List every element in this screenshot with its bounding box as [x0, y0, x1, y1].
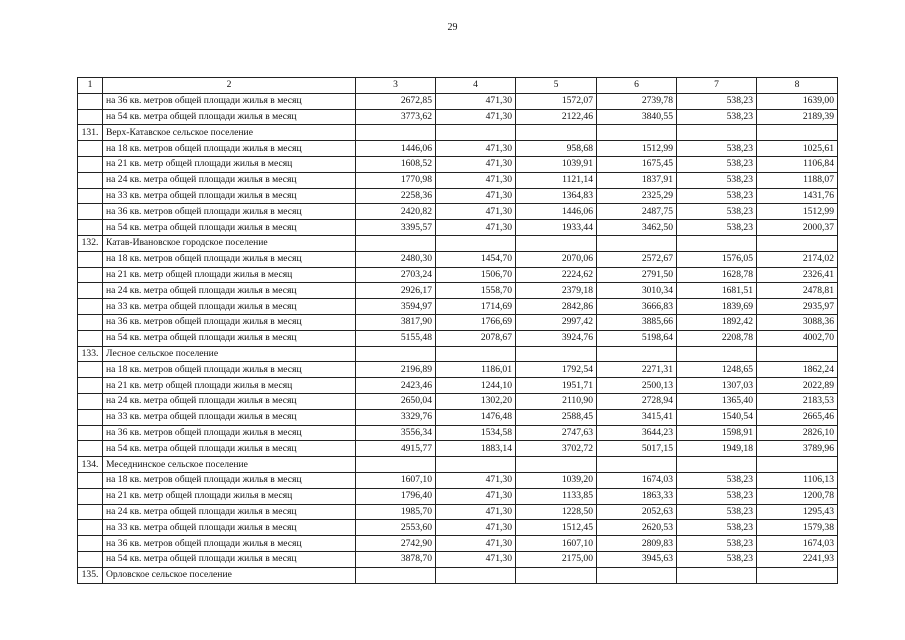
row-label: на 18 кв. метров общей площади жилья в месяц [103, 362, 356, 378]
value-cell [677, 125, 757, 141]
value-cell: 1039,91 [516, 156, 597, 172]
value-cell: 471,30 [436, 156, 516, 172]
row-number [78, 520, 103, 536]
value-cell [757, 125, 838, 141]
value-cell: 1446,06 [356, 141, 436, 157]
value-cell: 2650,04 [356, 393, 436, 409]
value-cell [436, 457, 516, 473]
value-cell: 1512,45 [516, 520, 597, 536]
row-number [78, 172, 103, 188]
row-label: на 21 кв. метр общей площади жилья в месяц [103, 267, 356, 283]
value-cell: 538,23 [677, 93, 757, 109]
value-cell: 3666,83 [597, 299, 677, 315]
table-row [78, 93, 838, 109]
value-cell: 2052,63 [597, 504, 677, 520]
value-cell: 2553,60 [356, 520, 436, 536]
table-row [78, 441, 838, 457]
section-row [78, 125, 838, 141]
value-cell: 471,30 [436, 472, 516, 488]
table-row [78, 551, 838, 567]
table-row [78, 283, 838, 299]
value-cell: 3945,63 [597, 551, 677, 567]
value-cell: 2174,02 [757, 251, 838, 267]
row-number [78, 378, 103, 394]
value-cell: 1302,20 [436, 393, 516, 409]
value-cell: 2620,53 [597, 520, 677, 536]
settlement-name: Верх-Катавское сельское поселение [103, 125, 356, 141]
value-cell: 2739,78 [597, 93, 677, 109]
value-cell: 3840,55 [597, 109, 677, 125]
value-cell: 3594,97 [356, 299, 436, 315]
value-cell: 1572,07 [516, 93, 597, 109]
value-cell: 538,23 [677, 472, 757, 488]
value-cell [356, 235, 436, 251]
value-cell: 471,30 [436, 520, 516, 536]
value-cell: 471,30 [436, 220, 516, 236]
value-cell [597, 457, 677, 473]
row-label: на 36 кв. метров общей площади жилья в месяц [103, 204, 356, 220]
value-cell [356, 567, 436, 583]
value-cell [436, 125, 516, 141]
value-cell: 1364,83 [516, 188, 597, 204]
value-cell: 3088,36 [757, 314, 838, 330]
row-label: на 36 кв. метров общей площади жилья в месяц [103, 314, 356, 330]
value-cell: 2487,75 [597, 204, 677, 220]
row-number [78, 109, 103, 125]
row-number [78, 488, 103, 504]
value-cell: 2826,10 [757, 425, 838, 441]
value-cell: 2379,18 [516, 283, 597, 299]
value-cell: 471,30 [436, 188, 516, 204]
value-cell: 1506,70 [436, 267, 516, 283]
value-cell: 2665,46 [757, 409, 838, 425]
table-row [78, 314, 838, 330]
value-cell [436, 567, 516, 583]
value-cell: 1576,05 [677, 251, 757, 267]
value-cell: 1106,13 [757, 472, 838, 488]
value-cell: 471,30 [436, 504, 516, 520]
value-cell: 2196,89 [356, 362, 436, 378]
value-cell: 1951,71 [516, 378, 597, 394]
value-cell: 2791,50 [597, 267, 677, 283]
table-row [78, 520, 838, 536]
value-cell: 2110,90 [516, 393, 597, 409]
value-cell: 2078,67 [436, 330, 516, 346]
row-number [78, 314, 103, 330]
value-cell: 1792,54 [516, 362, 597, 378]
value-cell: 2122,46 [516, 109, 597, 125]
value-cell: 2420,82 [356, 204, 436, 220]
value-cell: 471,30 [436, 551, 516, 567]
value-cell: 538,23 [677, 141, 757, 157]
value-cell: 538,23 [677, 504, 757, 520]
value-cell: 2672,85 [356, 93, 436, 109]
value-cell: 1188,07 [757, 172, 838, 188]
value-cell: 1883,14 [436, 441, 516, 457]
value-cell: 2325,29 [597, 188, 677, 204]
value-cell [356, 457, 436, 473]
value-cell: 471,30 [436, 488, 516, 504]
table-row [78, 172, 838, 188]
row-number [78, 267, 103, 283]
row-label: на 54 кв. метра общей площади жилья в месяц [103, 109, 356, 125]
value-cell: 3924,76 [516, 330, 597, 346]
value-cell: 2588,45 [516, 409, 597, 425]
table-row [78, 393, 838, 409]
value-cell: 471,30 [436, 109, 516, 125]
row-number: 131. [78, 125, 103, 141]
table-row [78, 299, 838, 315]
value-cell: 2480,30 [356, 251, 436, 267]
value-cell: 1228,50 [516, 504, 597, 520]
row-label: на 24 кв. метра общей площади жилья в месяц [103, 504, 356, 520]
section-row [78, 457, 838, 473]
value-cell: 2271,31 [597, 362, 677, 378]
table-row [78, 409, 838, 425]
value-cell: 2742,90 [356, 536, 436, 552]
value-cell: 3415,41 [597, 409, 677, 425]
value-cell: 958,68 [516, 141, 597, 157]
value-cell: 1639,00 [757, 93, 838, 109]
row-label: на 21 кв. метр общей площади жилья в месяц [103, 488, 356, 504]
value-cell: 3644,23 [597, 425, 677, 441]
section-row [78, 235, 838, 251]
row-label: на 54 кв. метра общей площади жилья в месяц [103, 220, 356, 236]
value-cell: 1244,10 [436, 378, 516, 394]
value-cell: 1534,58 [436, 425, 516, 441]
table-row [78, 536, 838, 552]
value-cell: 1892,42 [677, 314, 757, 330]
settlement-name: Орловское сельское поселение [103, 567, 356, 583]
value-cell: 2224,62 [516, 267, 597, 283]
section-row [78, 346, 838, 362]
value-cell: 2022,89 [757, 378, 838, 394]
value-cell: 1607,10 [516, 536, 597, 552]
value-cell: 538,23 [677, 520, 757, 536]
value-cell: 2423,46 [356, 378, 436, 394]
value-cell: 2842,86 [516, 299, 597, 315]
header-cell: 4 [436, 78, 516, 94]
value-cell: 3395,57 [356, 220, 436, 236]
row-label: на 18 кв. метров общей площади жилья в месяц [103, 141, 356, 157]
row-label: на 21 кв. метр общей площади жилья в месяц [103, 378, 356, 394]
value-cell: 538,23 [677, 220, 757, 236]
value-cell: 1608,52 [356, 156, 436, 172]
value-cell [757, 346, 838, 362]
value-cell: 2241,93 [757, 551, 838, 567]
value-cell: 538,23 [677, 188, 757, 204]
row-number [78, 330, 103, 346]
table-row [78, 109, 838, 125]
value-cell: 1674,03 [757, 536, 838, 552]
value-cell: 538,23 [677, 109, 757, 125]
header-row [78, 78, 838, 94]
value-cell [436, 235, 516, 251]
value-cell: 1558,70 [436, 283, 516, 299]
table-row [78, 330, 838, 346]
row-label: на 24 кв. метра общей площади жилья в месяц [103, 172, 356, 188]
value-cell: 1454,70 [436, 251, 516, 267]
value-cell [436, 346, 516, 362]
value-cell: 1628,78 [677, 267, 757, 283]
value-cell: 2703,24 [356, 267, 436, 283]
settlement-name: Катав-Ивановское городское поселение [103, 235, 356, 251]
row-label: на 33 кв. метра общей площади жилья в месяц [103, 520, 356, 536]
table-row [78, 472, 838, 488]
value-cell: 1607,10 [356, 472, 436, 488]
value-cell: 538,23 [677, 488, 757, 504]
value-cell: 1025,61 [757, 141, 838, 157]
value-cell: 1796,40 [356, 488, 436, 504]
row-label: на 33 кв. метра общей площади жилья в месяц [103, 409, 356, 425]
value-cell [677, 235, 757, 251]
row-label: на 21 кв. метр общей площади жилья в месяц [103, 156, 356, 172]
value-cell: 2070,06 [516, 251, 597, 267]
value-cell: 5017,15 [597, 441, 677, 457]
value-cell [356, 346, 436, 362]
row-label: на 24 кв. метра общей площади жилья в месяц [103, 393, 356, 409]
row-number [78, 156, 103, 172]
value-cell [516, 567, 597, 583]
value-cell: 1248,65 [677, 362, 757, 378]
row-number [78, 188, 103, 204]
value-cell [516, 125, 597, 141]
value-cell: 1133,85 [516, 488, 597, 504]
value-cell: 1766,69 [436, 314, 516, 330]
value-cell: 3817,90 [356, 314, 436, 330]
value-cell: 3885,66 [597, 314, 677, 330]
table-row [78, 220, 838, 236]
value-cell: 1039,20 [516, 472, 597, 488]
value-cell: 5198,64 [597, 330, 677, 346]
value-cell: 1307,03 [677, 378, 757, 394]
header-cell: 1 [78, 78, 103, 94]
value-cell: 3789,96 [757, 441, 838, 457]
row-label: на 33 кв. метра общей площади жилья в месяц [103, 188, 356, 204]
row-label: на 36 кв. метров общей площади жилья в месяц [103, 536, 356, 552]
value-cell: 1933,44 [516, 220, 597, 236]
table-row [78, 488, 838, 504]
row-number [78, 299, 103, 315]
row-number: 132. [78, 235, 103, 251]
value-cell: 538,23 [677, 204, 757, 220]
value-cell [597, 235, 677, 251]
value-cell: 1770,98 [356, 172, 436, 188]
value-cell: 4915,77 [356, 441, 436, 457]
value-cell: 538,23 [677, 172, 757, 188]
value-cell: 1540,54 [677, 409, 757, 425]
value-cell: 1446,06 [516, 204, 597, 220]
value-cell: 538,23 [677, 551, 757, 567]
row-label: на 36 кв. метров общей площади жилья в месяц [103, 425, 356, 441]
value-cell: 1200,78 [757, 488, 838, 504]
value-cell: 2189,39 [757, 109, 838, 125]
value-cell: 1598,91 [677, 425, 757, 441]
row-label: на 33 кв. метра общей площади жилья в месяц [103, 299, 356, 315]
value-cell: 5155,48 [356, 330, 436, 346]
row-label: на 36 кв. метров общей площади жилья в месяц [103, 93, 356, 109]
row-number [78, 472, 103, 488]
row-number [78, 141, 103, 157]
value-cell: 2478,81 [757, 283, 838, 299]
value-cell: 471,30 [436, 172, 516, 188]
header-cell: 7 [677, 78, 757, 94]
page-number: 29 [447, 22, 458, 33]
row-number [78, 393, 103, 409]
value-cell: 2183,53 [757, 393, 838, 409]
row-number: 134. [78, 457, 103, 473]
value-cell: 1837,91 [597, 172, 677, 188]
value-cell [677, 346, 757, 362]
value-cell: 3462,50 [597, 220, 677, 236]
table-row [78, 378, 838, 394]
value-cell: 1512,99 [597, 141, 677, 157]
value-cell: 2000,37 [757, 220, 838, 236]
value-cell: 3773,62 [356, 109, 436, 125]
value-cell [356, 125, 436, 141]
value-cell: 2935,97 [757, 299, 838, 315]
value-cell: 1863,33 [597, 488, 677, 504]
header-cell: 2 [103, 78, 356, 94]
row-label: на 24 кв. метра общей площади жилья в месяц [103, 283, 356, 299]
value-cell: 1674,03 [597, 472, 677, 488]
row-number [78, 93, 103, 109]
section-row [78, 567, 838, 583]
table-row [78, 188, 838, 204]
value-cell: 2728,94 [597, 393, 677, 409]
value-cell [597, 346, 677, 362]
row-number [78, 441, 103, 457]
settlement-name: Меседнинское сельское поселение [103, 457, 356, 473]
value-cell [757, 457, 838, 473]
value-cell: 1476,48 [436, 409, 516, 425]
row-number [78, 504, 103, 520]
row-number [78, 220, 103, 236]
value-cell: 1365,40 [677, 393, 757, 409]
row-number [78, 251, 103, 267]
value-cell: 471,30 [436, 536, 516, 552]
row-number [78, 551, 103, 567]
value-cell [516, 346, 597, 362]
value-cell: 1675,45 [597, 156, 677, 172]
value-cell: 471,30 [436, 93, 516, 109]
table-row [78, 362, 838, 378]
row-number [78, 362, 103, 378]
table-row [78, 204, 838, 220]
header-cell: 3 [356, 78, 436, 94]
value-cell: 2326,41 [757, 267, 838, 283]
value-cell [757, 235, 838, 251]
row-number: 135. [78, 567, 103, 583]
value-cell: 1431,76 [757, 188, 838, 204]
table-row [78, 267, 838, 283]
row-number: 133. [78, 346, 103, 362]
value-cell: 1985,70 [356, 504, 436, 520]
row-label: на 18 кв. метров общей площади жилья в месяц [103, 251, 356, 267]
value-cell [597, 567, 677, 583]
row-number [78, 283, 103, 299]
settlement-name: Лесное сельское поселение [103, 346, 356, 362]
value-cell: 2809,83 [597, 536, 677, 552]
value-cell: 1106,84 [757, 156, 838, 172]
value-cell: 3329,76 [356, 409, 436, 425]
table-row [78, 425, 838, 441]
header-cell: 6 [597, 78, 677, 94]
tariff-table [77, 77, 838, 584]
value-cell: 538,23 [677, 156, 757, 172]
value-cell: 2258,36 [356, 188, 436, 204]
table-row [78, 504, 838, 520]
value-cell: 1121,14 [516, 172, 597, 188]
row-number [78, 425, 103, 441]
row-number [78, 204, 103, 220]
value-cell: 1579,38 [757, 520, 838, 536]
value-cell: 538,23 [677, 536, 757, 552]
row-label: на 18 кв. метров общей площади жилья в месяц [103, 472, 356, 488]
value-cell: 3702,72 [516, 441, 597, 457]
value-cell [516, 235, 597, 251]
value-cell [677, 457, 757, 473]
value-cell: 3556,34 [356, 425, 436, 441]
value-cell: 471,30 [436, 204, 516, 220]
header-cell: 8 [757, 78, 838, 94]
value-cell: 2572,67 [597, 251, 677, 267]
row-label: на 54 кв. метра общей площади жилья в месяц [103, 330, 356, 346]
table-row [78, 251, 838, 267]
value-cell: 2175,00 [516, 551, 597, 567]
value-cell: 1862,24 [757, 362, 838, 378]
value-cell: 471,30 [436, 141, 516, 157]
value-cell: 2747,63 [516, 425, 597, 441]
value-cell: 2926,17 [356, 283, 436, 299]
value-cell: 1839,69 [677, 299, 757, 315]
value-cell: 1714,69 [436, 299, 516, 315]
value-cell: 1512,99 [757, 204, 838, 220]
value-cell: 2997,42 [516, 314, 597, 330]
value-cell: 1186,01 [436, 362, 516, 378]
value-cell: 2500,13 [597, 378, 677, 394]
value-cell: 2208,78 [677, 330, 757, 346]
value-cell [677, 567, 757, 583]
header-cell: 5 [516, 78, 597, 94]
value-cell [516, 457, 597, 473]
value-cell: 3878,70 [356, 551, 436, 567]
table-row [78, 156, 838, 172]
value-cell: 1295,43 [757, 504, 838, 520]
table-row [78, 141, 838, 157]
value-cell [597, 125, 677, 141]
row-label: на 54 кв. метра общей площади жилья в месяц [103, 441, 356, 457]
value-cell: 3010,34 [597, 283, 677, 299]
value-cell: 1949,18 [677, 441, 757, 457]
row-number [78, 536, 103, 552]
row-number [78, 409, 103, 425]
value-cell: 4002,70 [757, 330, 838, 346]
value-cell: 1681,51 [677, 283, 757, 299]
row-label: на 54 кв. метра общей площади жилья в месяц [103, 551, 356, 567]
value-cell [757, 567, 838, 583]
